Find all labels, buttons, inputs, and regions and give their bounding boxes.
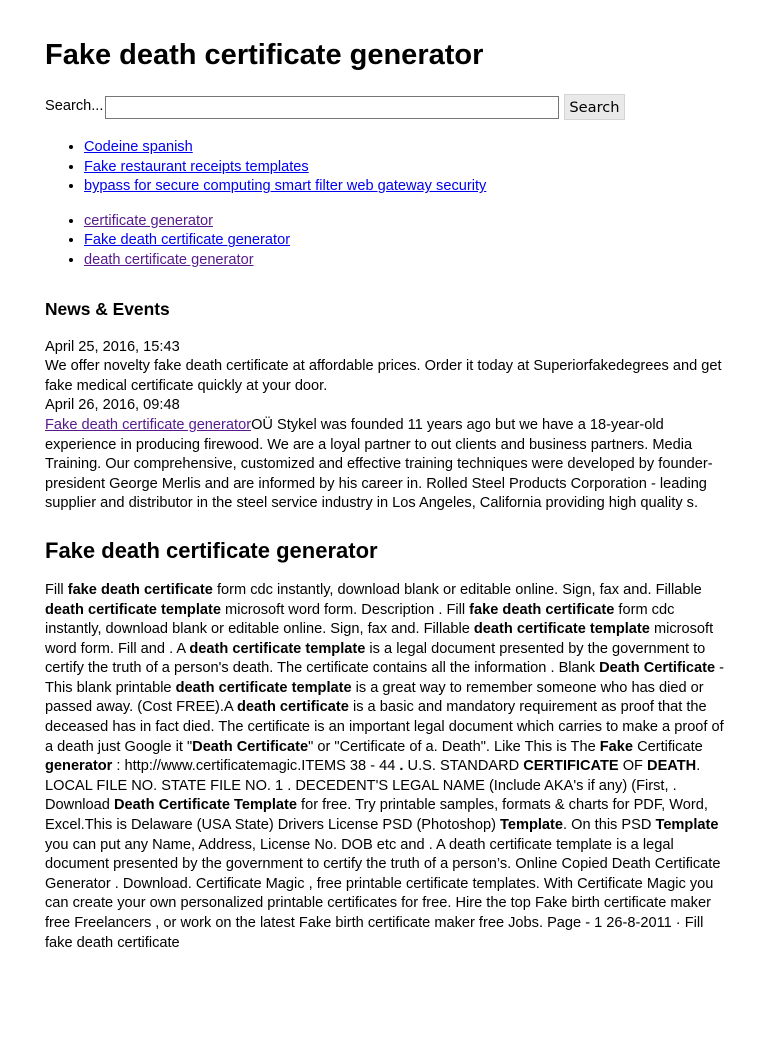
article-keyword: death certificate template [189, 640, 366, 657]
article-keyword: CERTIFICATE [523, 758, 619, 775]
article-keyword: fake death certificate [67, 581, 213, 598]
news-text: OÜ Stykel was founded 11 years ago but we have a 18-year-old experience in producing firewood. We are a loyal partner to out clients and business partners. Media Training. Our comprehensive, customized and effective training techniques were developed by founder-president George Merlis and are informed by his career in. Rolled Steel Products Corporation - leading supplier and distributor in the steel service industry in Los Angeles, California providing high quality s. [45, 416, 713, 512]
list-item [84, 231, 725, 251]
page-title: Fake death certificate generator [45, 39, 484, 71]
news-date: April 26, 2016, 09:48 [45, 397, 180, 414]
article-keyword: death certificate [236, 699, 349, 716]
article-text: is a legal document presented by the government to certify the truth of a person's death. The certificate contains all the information . Blank [45, 640, 706, 677]
primary-link-list [45, 138, 725, 197]
article-text: form cdc instantly, download blank or editable online. Sign, fax and. Fillable [45, 601, 675, 638]
article-keyword: death certificate template [175, 679, 352, 696]
list-item [84, 251, 725, 271]
article-text: form cdc instantly, download blank or editable online. Sign, fax and. Fillable [212, 581, 702, 598]
article-keyword: Death Certificate [192, 738, 309, 755]
list-item [84, 138, 725, 158]
article-text: Certificate [633, 738, 703, 755]
article-keyword: fake death certificate [469, 601, 615, 618]
list-item [84, 177, 725, 197]
link-fake-death-certificate-generator[interactable]: Fake death certificate generator [84, 232, 291, 249]
article-text: for free. Try printable samples, formats & charts for PDF, Word, Excel.This is Delaware (USA State) Drivers License PSD (Photoshop) [45, 797, 708, 834]
article-heading: Fake death certificate generator [45, 537, 378, 563]
article-text: microsoft word form. Fill and . A [45, 621, 714, 657]
article-text: . LOCAL FILE NO. STATE FILE NO. 1 . DECEDENT'S LEGAL NAME (Include AKA's if any) (First, . Download [45, 758, 701, 814]
article-keyword: Fake [599, 738, 634, 755]
article-keyword: Death Certificate [599, 660, 716, 677]
news-heading: News & Events [45, 298, 170, 319]
article-text: - This blank printable [45, 660, 725, 696]
article-text: Fill [45, 581, 68, 598]
article-keyword: generator [45, 758, 113, 775]
article-keyword: DEATH [647, 758, 697, 775]
link-bypass-secure-computing[interactable]: bypass for secure computing smart filter web gateway security [84, 178, 487, 195]
article-keyword: death certificate template [473, 621, 650, 638]
article-text: " or "Certificate of a. Death". Like This is The [308, 738, 600, 755]
news-section [45, 338, 725, 514]
list-item [84, 158, 725, 178]
search-form [45, 94, 725, 120]
news-text: We offer novelty fake death certificate at affordable prices. Order it today at Superiorfakedegrees and get fake medical certificate quickly at your door. [45, 358, 722, 394]
article-keyword: Template [500, 817, 564, 834]
article-text: you can put any Name, Address, License No. DOB etc and . A death certificate template is a legal document presented by the government to certify the truth of a person’s. Online Copied Death Certificate Generator . Download. Certificate Magic , free printable certificate templates. With Certificate Magic you can create your own personalized printable certificates for free. Hire the top Fake birth certificate maker free Freelancers , or work on the latest Fake birth certificate maker free Jobs. Page - 1 26-8-2011 · Fill fake death certificate [45, 836, 721, 951]
article-text: microsoft word form. Description . Fill [221, 601, 470, 618]
article-keyword: Template [655, 817, 719, 834]
article-text: : http://www.certificatemagic.ITEMS 38 - 44 [112, 758, 400, 775]
search-label: Search... [45, 98, 104, 115]
link-fake-restaurant-receipts[interactable]: Fake restaurant receipts templates [84, 158, 309, 175]
article-keyword: . [399, 758, 404, 775]
secondary-link-list [45, 212, 725, 271]
link-certificate-generator[interactable]: certificate generator [84, 212, 213, 229]
link-codeine-spanish[interactable]: Codeine spanish [84, 139, 193, 155]
news-date: April 25, 2016, 15:43 [45, 338, 180, 355]
article-text: . On this PSD [563, 817, 656, 834]
news-item [45, 416, 725, 514]
search-input[interactable] [105, 96, 559, 119]
article-text: is a basic and mandatory requirement as proof that the deceased has in fact died. The certificate is an important legal document which carries to make a proof of a death just Google it " [45, 699, 724, 755]
article-text: OF [618, 758, 648, 775]
list-item [84, 212, 725, 232]
search-button[interactable]: Search [564, 94, 624, 120]
news-link[interactable]: Fake death certificate generator [45, 416, 252, 433]
article-keyword: Death Certificate Template [113, 797, 297, 814]
article-text: is a great way to remember someone who has died or passed away. (Cost FREE).A [45, 679, 704, 716]
article-keyword: death certificate template [45, 601, 221, 618]
article-text: U.S. STANDARD [403, 758, 524, 775]
page [0, 38, 770, 953]
link-death-certificate-generator[interactable]: death certificate generator [84, 251, 254, 268]
article-body [45, 581, 725, 953]
